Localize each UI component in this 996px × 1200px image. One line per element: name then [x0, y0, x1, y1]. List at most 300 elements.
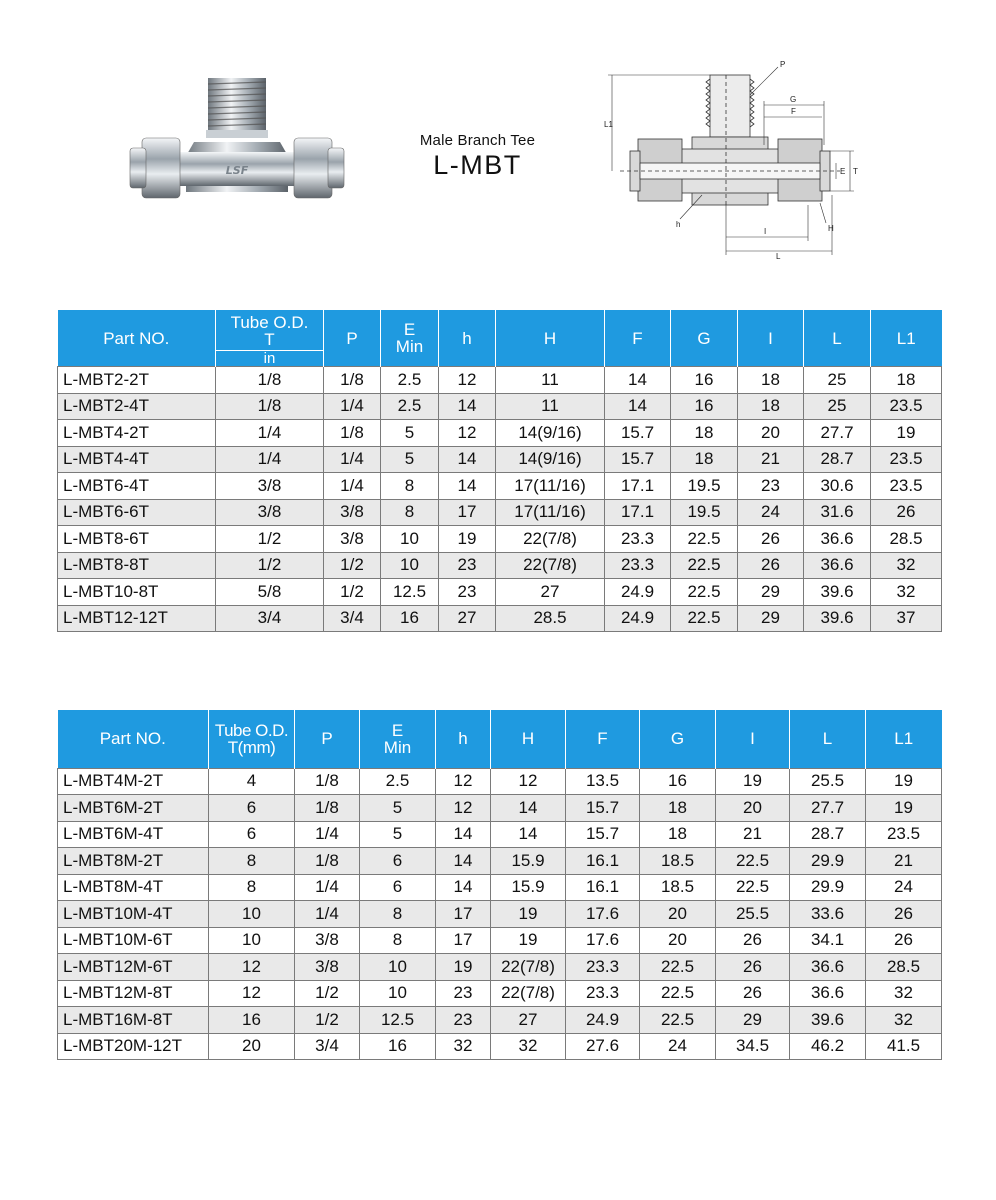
col-tube-od-symbol: T	[264, 330, 275, 349]
cell-l1: 32	[871, 552, 942, 579]
cell-p: 1/4	[324, 473, 381, 500]
cell-e: 2.5	[381, 393, 439, 420]
cell-tube-od: 6	[209, 821, 295, 848]
cell-h-small: 12	[436, 795, 491, 822]
cell-e: 8	[381, 473, 439, 500]
cell-g: 18	[640, 795, 716, 822]
cell-p: 3/4	[324, 605, 381, 632]
svg-text:H: H	[828, 224, 834, 233]
cell-f: 15.7	[605, 446, 671, 473]
cell-l1: 23.5	[866, 821, 942, 848]
cell-e: 12.5	[360, 1007, 436, 1034]
cell-part-no: L-MBT8M-4T	[58, 874, 209, 901]
cell-f: 17.6	[566, 901, 640, 928]
cell-l1: 26	[871, 499, 942, 526]
cell-l1: 37	[871, 605, 942, 632]
cell-h-large: 22(7/8)	[491, 954, 566, 981]
svg-text:P: P	[780, 60, 786, 69]
cell-h-small: 23	[439, 579, 496, 606]
cell-e: 10	[381, 552, 439, 579]
cell-p: 3/8	[324, 499, 381, 526]
table-header-row	[58, 710, 942, 768]
table-row	[58, 980, 942, 1007]
cell-tube-od: 1/8	[216, 367, 324, 394]
cell-part-no: L-MBT16M-8T	[58, 1007, 209, 1034]
cell-g: 22.5	[671, 579, 738, 606]
cell-tube-od: 6	[209, 795, 295, 822]
cell-i: 29	[738, 579, 804, 606]
col-e	[360, 710, 436, 768]
cell-part-no: L-MBT10M-4T	[58, 901, 209, 928]
cell-f: 15.7	[605, 420, 671, 447]
cell-l: 39.6	[790, 1007, 866, 1034]
cell-p: 1/4	[324, 393, 381, 420]
cell-g: 19.5	[671, 499, 738, 526]
cell-h-small: 23	[439, 552, 496, 579]
cell-i: 26	[716, 954, 790, 981]
cell-l1: 18	[871, 367, 942, 394]
cell-l1: 19	[866, 795, 942, 822]
cell-l1: 28.5	[871, 526, 942, 553]
cell-p: 1/4	[295, 821, 360, 848]
cell-h-large: 17(11/16)	[496, 499, 605, 526]
cell-f: 23.3	[566, 954, 640, 981]
cell-l1: 19	[866, 768, 942, 795]
svg-text:F: F	[791, 107, 796, 116]
cell-l: 25	[804, 393, 871, 420]
cell-p: 1/8	[324, 420, 381, 447]
cell-h-small: 14	[439, 393, 496, 420]
cell-i: 26	[738, 526, 804, 553]
cell-tube-od: 1/2	[216, 526, 324, 553]
cell-h-large: 11	[496, 393, 605, 420]
cell-f: 14	[605, 393, 671, 420]
cell-i: 18	[738, 393, 804, 420]
cell-h-small: 27	[439, 605, 496, 632]
cell-g: 18.5	[640, 848, 716, 875]
svg-text:T: T	[853, 167, 858, 176]
cell-h-large: 15.9	[491, 874, 566, 901]
table-row	[58, 874, 942, 901]
cell-e: 10	[381, 526, 439, 553]
cell-h-large: 32	[491, 1033, 566, 1060]
cell-l: 27.7	[804, 420, 871, 447]
col-h-large: H	[496, 310, 605, 367]
cell-part-no: L-MBT8M-2T	[58, 848, 209, 875]
cell-p: 1/8	[295, 848, 360, 875]
cell-h-large: 15.9	[491, 848, 566, 875]
cell-e: 16	[381, 605, 439, 632]
table-row	[58, 954, 942, 981]
imperial-spec-table	[57, 310, 942, 632]
table-header-row	[58, 310, 942, 367]
cell-g: 22.5	[671, 552, 738, 579]
col-part-no: Part NO.	[58, 710, 209, 768]
cell-part-no: L-MBT20M-12T	[58, 1033, 209, 1060]
cell-part-no: L-MBT12-12T	[58, 605, 216, 632]
cell-l1: 21	[866, 848, 942, 875]
cell-p: 1/4	[324, 446, 381, 473]
col-tube-od	[216, 310, 324, 367]
cell-h-large: 12	[491, 768, 566, 795]
table-row	[58, 821, 942, 848]
cell-f: 16.1	[566, 874, 640, 901]
cell-i: 34.5	[716, 1033, 790, 1060]
cell-l1: 23.5	[871, 393, 942, 420]
table-row	[58, 768, 942, 795]
product-photo	[128, 70, 346, 220]
cell-tube-od: 4	[209, 768, 295, 795]
cell-tube-od: 5/8	[216, 579, 324, 606]
cell-l1: 19	[871, 420, 942, 447]
cell-part-no: L-MBT4-4T	[58, 446, 216, 473]
cell-l1: 26	[866, 901, 942, 928]
cell-part-no: L-MBT4-2T	[58, 420, 216, 447]
col-i: I	[716, 710, 790, 768]
cell-h-large: 19	[491, 901, 566, 928]
cell-l1: 24	[866, 874, 942, 901]
cell-part-no: L-MBT8-8T	[58, 552, 216, 579]
cell-l: 25	[804, 367, 871, 394]
col-tube-od-unit: in	[263, 350, 276, 367]
cell-h-small: 12	[439, 420, 496, 447]
col-i: I	[738, 310, 804, 367]
cell-l: 36.6	[790, 980, 866, 1007]
cell-e: 6	[360, 848, 436, 875]
cell-h-large: 17(11/16)	[496, 473, 605, 500]
thread-branch	[206, 78, 268, 138]
svg-text:L: L	[776, 252, 781, 260]
cell-e: 5	[360, 821, 436, 848]
cell-f: 24.9	[605, 605, 671, 632]
cell-p: 1/8	[295, 795, 360, 822]
cell-part-no: L-MBT2-4T	[58, 393, 216, 420]
cell-g: 16	[640, 768, 716, 795]
cell-e: 12.5	[381, 579, 439, 606]
cell-tube-od: 3/4	[216, 605, 324, 632]
table-row	[58, 552, 942, 579]
cell-p: 3/8	[295, 954, 360, 981]
cell-l1: 41.5	[866, 1033, 942, 1060]
cell-tube-od: 1/2	[216, 552, 324, 579]
cell-h-large: 22(7/8)	[496, 552, 605, 579]
cell-part-no: L-MBT8-6T	[58, 526, 216, 553]
cell-f: 17.6	[566, 927, 640, 954]
cell-e: 2.5	[360, 768, 436, 795]
cell-i: 20	[738, 420, 804, 447]
table-row	[58, 473, 942, 500]
cell-g: 22.5	[640, 954, 716, 981]
table-row	[58, 1033, 942, 1060]
cell-p: 1/2	[324, 579, 381, 606]
cell-h-small: 14	[436, 821, 491, 848]
cell-h-small: 19	[439, 526, 496, 553]
cell-h-small: 23	[436, 1007, 491, 1034]
cell-g: 22.5	[671, 526, 738, 553]
cell-l: 28.7	[804, 446, 871, 473]
col-part-no: Part NO.	[58, 310, 216, 367]
cell-i: 24	[738, 499, 804, 526]
table-row	[58, 393, 942, 420]
cell-l: 39.6	[804, 579, 871, 606]
cell-l: 36.6	[790, 954, 866, 981]
cell-e: 5	[381, 446, 439, 473]
cell-h-small: 17	[436, 927, 491, 954]
cell-part-no: L-MBT6-4T	[58, 473, 216, 500]
col-g: G	[640, 710, 716, 768]
col-e-label: E	[391, 720, 404, 740]
cell-p: 1/8	[324, 367, 381, 394]
table-row	[58, 446, 942, 473]
cell-f: 27.6	[566, 1033, 640, 1060]
cell-g: 18	[671, 446, 738, 473]
cell-h-large: 19	[491, 927, 566, 954]
cell-e: 8	[360, 901, 436, 928]
cell-h-small: 17	[436, 901, 491, 928]
cell-tube-od: 1/8	[216, 393, 324, 420]
cell-h-large: 28.5	[496, 605, 605, 632]
cell-tube-od: 10	[209, 901, 295, 928]
cell-part-no: L-MBT10-8T	[58, 579, 216, 606]
cell-g: 18	[640, 821, 716, 848]
cell-h-large: 14	[491, 795, 566, 822]
cell-e: 10	[360, 954, 436, 981]
cell-l1: 32	[871, 579, 942, 606]
cell-p: 3/8	[295, 927, 360, 954]
cell-h-large: 11	[496, 367, 605, 394]
cell-l: 29.9	[790, 848, 866, 875]
cell-h-small: 14	[439, 473, 496, 500]
cell-h-large: 22(7/8)	[496, 526, 605, 553]
cell-f: 13.5	[566, 768, 640, 795]
cell-e: 6	[360, 874, 436, 901]
cell-i: 25.5	[716, 901, 790, 928]
table-row	[58, 1007, 942, 1034]
col-l: L	[790, 710, 866, 768]
col-l1: L1	[866, 710, 942, 768]
cell-p: 3/8	[324, 526, 381, 553]
col-tube-od-label: Tube O.D.	[230, 313, 309, 332]
logo-mark: LSF	[225, 164, 249, 177]
cell-tube-od: 20	[209, 1033, 295, 1060]
col-f: F	[605, 310, 671, 367]
svg-text:h: h	[676, 220, 681, 229]
col-h-small: h	[436, 710, 491, 768]
cell-h-small: 23	[436, 980, 491, 1007]
cell-tube-od: 1/4	[216, 446, 324, 473]
cell-part-no: L-MBT12M-6T	[58, 954, 209, 981]
table-row	[58, 901, 942, 928]
cell-h-large: 14(9/16)	[496, 420, 605, 447]
table-row	[58, 795, 942, 822]
product-subtitle: Male Branch Tee	[419, 132, 536, 149]
cell-h-small: 12	[436, 768, 491, 795]
cell-g: 24	[640, 1033, 716, 1060]
cell-g: 20	[640, 927, 716, 954]
cell-l1: 26	[866, 927, 942, 954]
cell-tube-od: 10	[209, 927, 295, 954]
svg-text:I: I	[764, 227, 767, 236]
cell-i: 29	[716, 1007, 790, 1034]
cell-f: 23.3	[566, 980, 640, 1007]
col-l1: L1	[871, 310, 942, 367]
cell-p: 1/2	[324, 552, 381, 579]
cell-i: 22.5	[716, 848, 790, 875]
col-h-small: h	[439, 310, 496, 367]
cell-f: 24.9	[605, 579, 671, 606]
cell-h-small: 14	[439, 446, 496, 473]
cell-i: 23	[738, 473, 804, 500]
table-row	[58, 367, 942, 394]
cell-tube-od: 3/8	[216, 499, 324, 526]
cell-part-no: L-MBT2-2T	[58, 367, 216, 394]
product-model: L-MBT	[433, 150, 522, 180]
cell-i: 26	[716, 927, 790, 954]
cell-l: 28.7	[790, 821, 866, 848]
cell-tube-od: 3/8	[216, 473, 324, 500]
cell-i: 18	[738, 367, 804, 394]
cell-p: 3/4	[295, 1033, 360, 1060]
cell-g: 22.5	[640, 1007, 716, 1034]
title-block	[395, 132, 560, 181]
cell-l: 36.6	[804, 526, 871, 553]
cell-h-small: 12	[439, 367, 496, 394]
cell-l1: 23.5	[871, 473, 942, 500]
cell-h-large: 27	[491, 1007, 566, 1034]
cell-f: 17.1	[605, 499, 671, 526]
cell-h-small: 17	[439, 499, 496, 526]
cell-e: 16	[360, 1033, 436, 1060]
cell-g: 18.5	[640, 874, 716, 901]
cell-g: 19.5	[671, 473, 738, 500]
cell-h-small: 19	[436, 954, 491, 981]
cell-part-no: L-MBT4M-2T	[58, 768, 209, 795]
cell-g: 18	[671, 420, 738, 447]
col-p: P	[324, 310, 381, 367]
cell-part-no: L-MBT6M-2T	[58, 795, 209, 822]
cell-f: 24.9	[566, 1007, 640, 1034]
cell-e: 2.5	[381, 367, 439, 394]
cell-l: 46.2	[790, 1033, 866, 1060]
col-tube-od-unit: T(mm)	[227, 737, 276, 757]
cell-e: 8	[381, 499, 439, 526]
table-row	[58, 848, 942, 875]
cell-l: 34.1	[790, 927, 866, 954]
cell-tube-od: 12	[209, 954, 295, 981]
col-h-large: H	[491, 710, 566, 768]
cell-p: 1/2	[295, 1007, 360, 1034]
cell-g: 16	[671, 393, 738, 420]
cell-l: 39.6	[804, 605, 871, 632]
cell-g: 22.5	[671, 605, 738, 632]
cell-h-small: 14	[436, 848, 491, 875]
cell-p: 1/4	[295, 874, 360, 901]
cell-i: 26	[738, 552, 804, 579]
cell-l: 25.5	[790, 768, 866, 795]
cell-f: 17.1	[605, 473, 671, 500]
cell-part-no: L-MBT6M-4T	[58, 821, 209, 848]
cell-h-large: 22(7/8)	[491, 980, 566, 1007]
cell-f: 14	[605, 367, 671, 394]
table-row	[58, 420, 942, 447]
cell-h-large: 27	[496, 579, 605, 606]
cell-l1: 28.5	[866, 954, 942, 981]
col-tube-od	[209, 710, 295, 768]
cell-l: 27.7	[790, 795, 866, 822]
cell-tube-od: 1/4	[216, 420, 324, 447]
col-g: G	[671, 310, 738, 367]
table-row	[58, 499, 942, 526]
cell-g: 22.5	[640, 980, 716, 1007]
cell-f: 23.3	[605, 526, 671, 553]
col-tube-od-label: Tube O.D.	[214, 720, 289, 740]
col-f: F	[566, 710, 640, 768]
cell-e: 5	[360, 795, 436, 822]
cell-f: 15.7	[566, 821, 640, 848]
cell-f: 23.3	[605, 552, 671, 579]
cell-i: 22.5	[716, 874, 790, 901]
cell-p: 1/2	[295, 980, 360, 1007]
cell-part-no: L-MBT12M-8T	[58, 980, 209, 1007]
cell-f: 15.7	[566, 795, 640, 822]
cell-p: 1/8	[295, 768, 360, 795]
table-row	[58, 605, 942, 632]
cell-l: 33.6	[790, 901, 866, 928]
cell-part-no: L-MBT10M-6T	[58, 927, 209, 954]
col-p: P	[295, 710, 360, 768]
cell-i: 20	[716, 795, 790, 822]
table-row	[58, 526, 942, 553]
cell-l1: 23.5	[871, 446, 942, 473]
col-e-label: E	[403, 320, 416, 339]
table-row	[58, 927, 942, 954]
cell-l: 29.9	[790, 874, 866, 901]
cell-tube-od: 12	[209, 980, 295, 1007]
cell-i: 21	[738, 446, 804, 473]
cell-h-large: 14(9/16)	[496, 446, 605, 473]
cell-tube-od: 16	[209, 1007, 295, 1034]
cell-tube-od: 8	[209, 874, 295, 901]
cell-l: 31.6	[804, 499, 871, 526]
cell-part-no: L-MBT6-6T	[58, 499, 216, 526]
cell-g: 20	[640, 901, 716, 928]
col-e-min: Min	[383, 737, 412, 757]
col-e	[381, 310, 439, 367]
cell-l: 30.6	[804, 473, 871, 500]
cell-e: 5	[381, 420, 439, 447]
cell-p: 1/4	[295, 901, 360, 928]
col-l: L	[804, 310, 871, 367]
cell-l1: 32	[866, 1007, 942, 1034]
cell-i: 21	[716, 821, 790, 848]
cell-e: 10	[360, 980, 436, 1007]
cell-l: 36.6	[804, 552, 871, 579]
svg-text:L1: L1	[604, 120, 613, 129]
cell-l1: 32	[866, 980, 942, 1007]
technical-drawing	[600, 55, 860, 260]
col-e-min: Min	[395, 337, 424, 356]
cell-g: 16	[671, 367, 738, 394]
cell-h-small: 32	[436, 1033, 491, 1060]
cell-i: 19	[716, 768, 790, 795]
metric-spec-table	[57, 710, 942, 1060]
table-row	[58, 579, 942, 606]
svg-text:G: G	[790, 95, 797, 104]
cell-h-large: 14	[491, 821, 566, 848]
svg-text:E: E	[840, 167, 846, 176]
cell-f: 16.1	[566, 848, 640, 875]
cell-e: 8	[360, 927, 436, 954]
